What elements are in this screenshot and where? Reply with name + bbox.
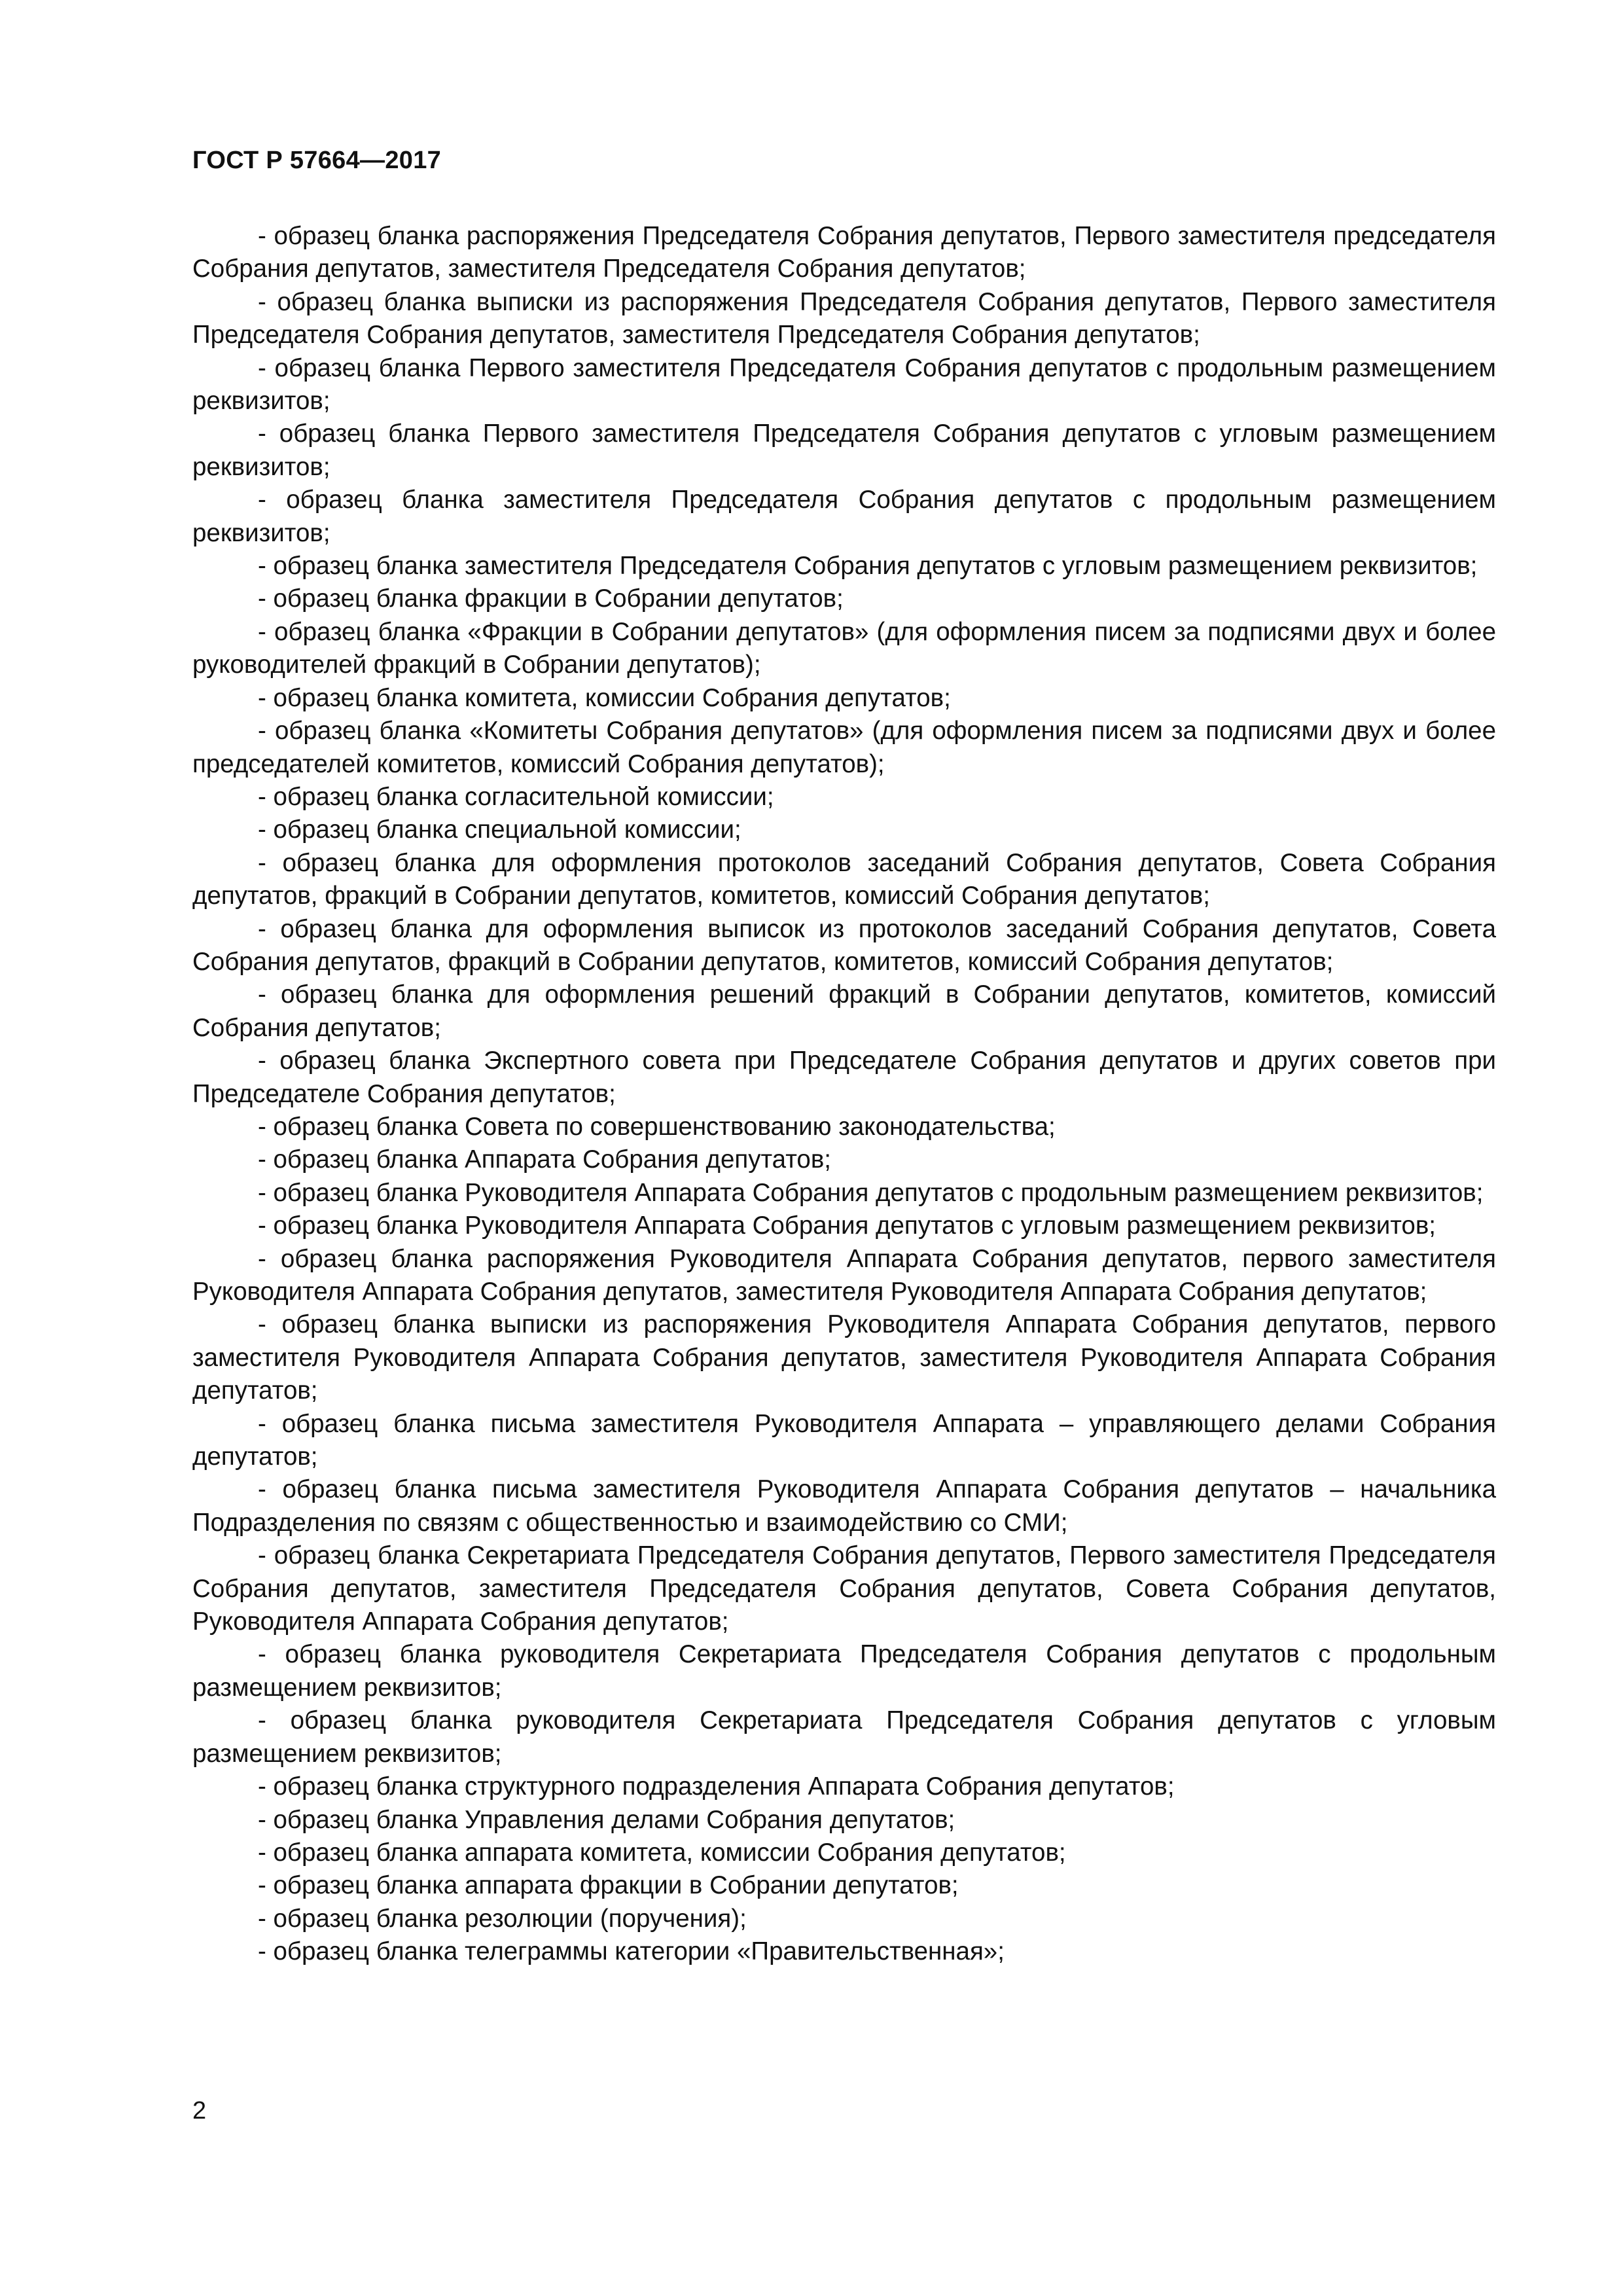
page-header-standard-code: ГОСТ Р 57664—2017 — [192, 147, 442, 174]
list-item: - образец бланка Экспертного совета при Председателе Собрания депутатов и других советов при Председателе Собрания депутатов; — [192, 1047, 1496, 1108]
list-item: - образец бланка письма заместителя Руководителя Аппарата – управляющего делами Собрания депутатов; — [192, 1409, 1496, 1471]
list-item: - образец бланка Совета по совершенствованию законодательства; — [258, 1112, 1056, 1141]
list-item: - образец бланка руководителя Секретариата Председателя Собрания депутатов с продольным размещением реквизитов; — [192, 1640, 1496, 1702]
list-item: - образец бланка заместителя Председателя Собрания депутатов с продольным размещением реквизитов; — [192, 486, 1496, 547]
list-item: - образец бланка для оформления решений фракций в Собрании депутатов, комитетов, комиссий Собрания депутатов; — [192, 980, 1496, 1042]
list-item: - образец бланка фракции в Собрании депутатов; — [258, 584, 844, 613]
list-item: - образец бланка Руководителя Аппарата Собрания депутатов с угловым размещением реквизитов; — [258, 1211, 1436, 1240]
document-body — [192, 220, 1496, 1969]
list-item: - образец бланка аппарата комитета, комиссии Собрания депутатов; — [258, 1838, 1066, 1867]
list-item: - образец бланка телеграммы категории «Правительственная»; — [258, 1937, 1005, 1966]
list-item: - образец бланка Аппарата Собрания депутатов; — [258, 1145, 831, 1174]
list-item: - образец бланка Первого заместителя Председателя Собрания депутатов с продольным размещением реквизитов; — [192, 353, 1496, 416]
list-item: - образец бланка резолюции (поручения); — [258, 1904, 747, 1933]
list-item: - образец бланка Руководителя Аппарата Собрания депутатов с продольным размещением реквизитов; — [258, 1178, 1484, 1207]
list-item: - образец бланка Управления делами Собрания депутатов; — [258, 1805, 955, 1834]
list-item: - образец бланка Секретариата Председателя Собрания депутатов, Первого заместителя Председателя Собрания депутатов, заместителя Председателя Собрания депутатов, Совета Собрания депутатов, Руководителя Аппарата Собрания депутатов; — [192, 1541, 1496, 1636]
list-item: - образец бланка выписки из распоряжения Руководителя Аппарата Собрания депутатов, первого заместителя Руководителя Аппарата Собрания депутатов, заместителя Руководителя Аппарата Собрания депутатов; — [192, 1310, 1496, 1405]
list-item: - образец бланка письма заместителя Руководителя Аппарата Собрания депутатов – начальника Подразделения по связям с общественностью и взаимодействию со СМИ; — [192, 1475, 1496, 1537]
page-number: 2 — [192, 2097, 207, 2125]
list-item: - образец бланка руководителя Секретариата Председателя Собрания депутатов с угловым размещением реквизитов; — [192, 1706, 1496, 1768]
list-item: - образец бланка заместителя Председателя Собрания депутатов с угловым размещением реквизитов; — [258, 552, 1478, 581]
list-item: - образец бланка для оформления протоколов заседаний Собрания депутатов, Совета Собрания депутатов, фракций в Собрании депутатов, комитетов, комиссий Собрания депутатов; — [192, 848, 1496, 910]
list-item: - образец бланка распоряжения Руководителя Аппарата Собрания депутатов, первого заместителя Руководителя Аппарата Собрания депутатов, заместителя Руководителя Аппарата Собрания депутатов; — [192, 1244, 1496, 1306]
list-item: - образец бланка согласительной комиссии; — [258, 782, 774, 811]
list-item: - образец бланка для оформления выписок из протоколов заседаний Собрания депутатов, Совета Собрания депутатов, фракций в Собрании депутатов, комитетов, комиссий Собрания депутатов; — [192, 914, 1496, 976]
list-item: - образец бланка Первого заместителя Председателя Собрания депутатов с угловым размещением реквизитов; — [192, 420, 1496, 481]
list-item: - образец бланка структурного подразделения Аппарата Собрания депутатов; — [258, 1772, 1175, 1801]
list-item: - образец бланка «Комитеты Собрания депутатов» (для оформления писем за подписями двух и более председателей комитетов, комиссий Собрания депутатов); — [192, 717, 1496, 778]
list-item: - образец бланка комитета, комиссии Собрания депутатов; — [258, 683, 951, 712]
list-item: - образец бланка аппарата фракции в Собрании депутатов; — [258, 1871, 959, 1900]
list-item: - образец бланка специальной комиссии; — [258, 816, 741, 844]
list-item: - образец бланка выписки из распоряжения Председателя Собрания депутатов, Первого заместителя Председателя Собрания депутатов, заместителя Председателя Собрания депутатов; — [192, 287, 1496, 350]
list-item: - образец бланка «Фракции в Собрании депутатов» (для оформления писем за подписями двух и более руководителей фракций в Собрании депутатов); — [192, 617, 1496, 679]
list-item: - образец бланка распоряжения Председателя Собрания депутатов, Первого заместителя председателя Собрания депутатов, заместителя Председателя Собрания депутатов; — [192, 222, 1496, 283]
